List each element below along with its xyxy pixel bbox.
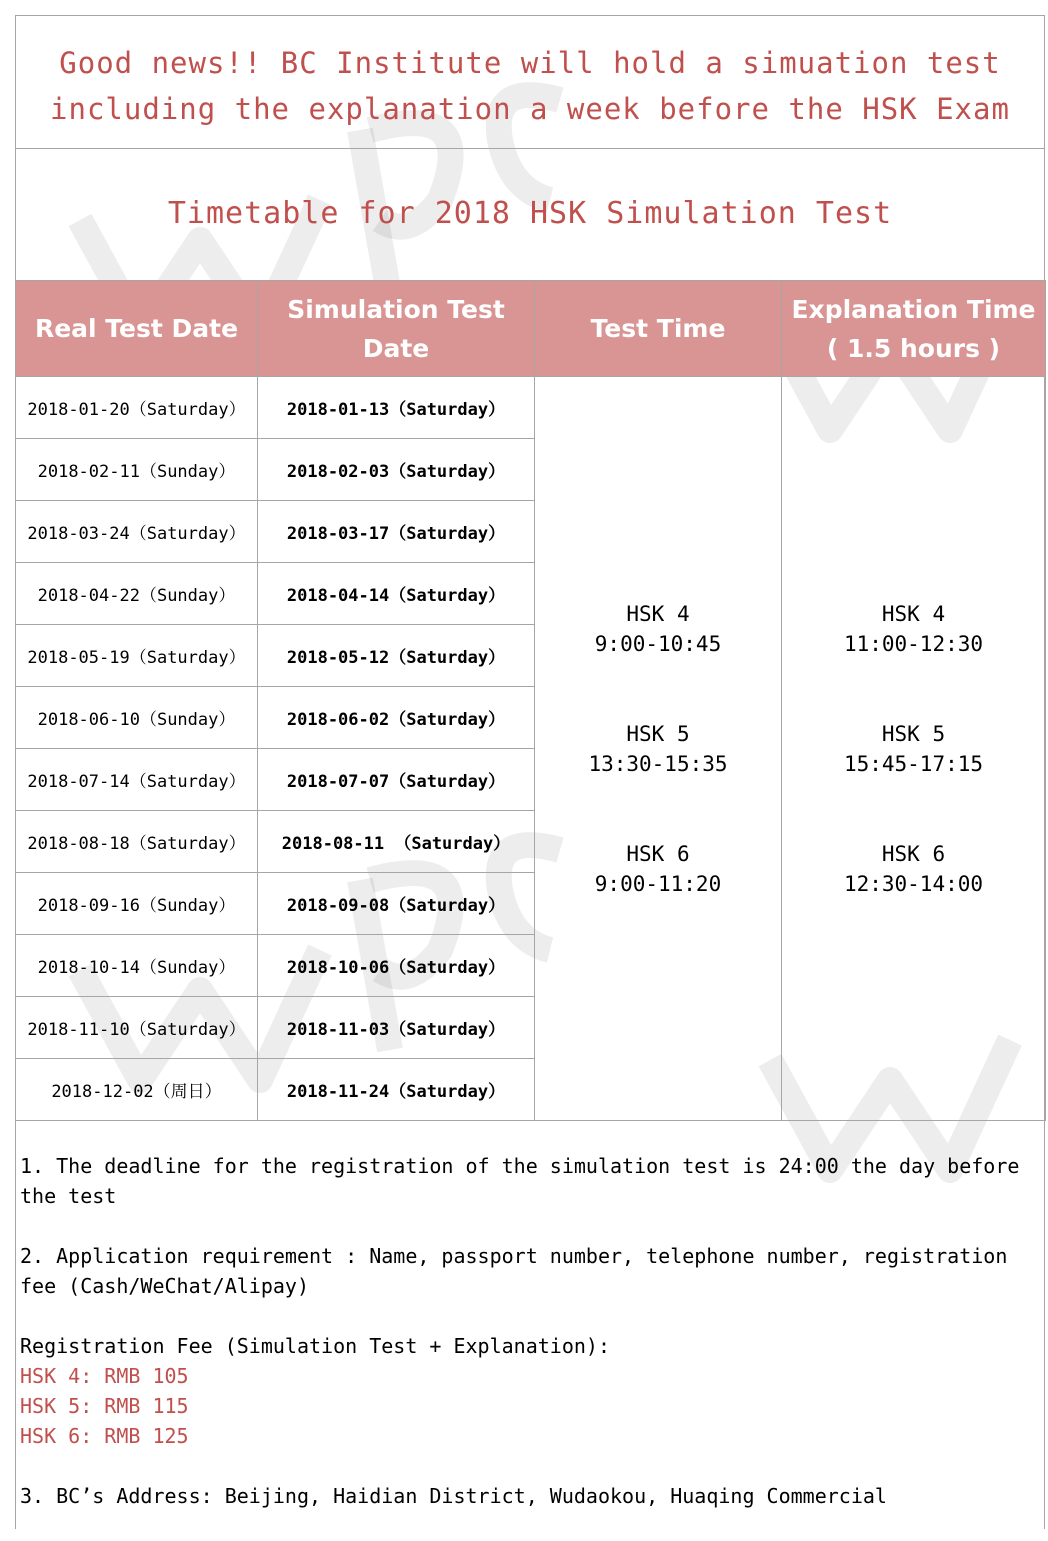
explanation-range: 11:00-12:30 bbox=[843, 631, 984, 656]
test-time-cell bbox=[535, 377, 782, 1121]
real-test-date-cell: 2018-05-19（Saturday） bbox=[16, 625, 258, 687]
real-test-date-cell: 2018-10-14（Sunday） bbox=[16, 935, 258, 997]
fee-heading: Registration Fee (Simulation Test + Explanation): bbox=[20, 1334, 611, 1358]
fee-hsk4: HSK 4: RMB 105 bbox=[20, 1364, 189, 1388]
explanation-level: HSK 6 bbox=[881, 841, 946, 866]
title-section bbox=[16, 148, 1044, 281]
fee-hsk6: HSK 6: RMB 125 bbox=[20, 1424, 189, 1448]
table-row bbox=[16, 377, 1046, 439]
note-requirements: 2. Application requirement : Name, passport number, telephone number, registration fee (Cash/WeChat/Alipay) bbox=[20, 1244, 1008, 1298]
simulation-date-cell: 2018-11-03（Saturday） bbox=[258, 997, 535, 1059]
simulation-date-cell: 2018-09-08（Saturday） bbox=[258, 873, 535, 935]
explanation-level: HSK 5 bbox=[881, 721, 946, 746]
explanation-time-cell bbox=[782, 377, 1046, 1121]
test-time-range: 9:00-11:20 bbox=[594, 871, 722, 896]
test-time-slot-hsk4 bbox=[535, 599, 781, 659]
simulation-date-cell: 2018-05-12（Saturday） bbox=[258, 625, 535, 687]
test-time-level: HSK 5 bbox=[626, 721, 690, 746]
real-test-date-cell: 2018-09-16（Sunday） bbox=[16, 873, 258, 935]
note-address: 3. BC’s Address: Beijing, Haidian District, Wudaokou, Huaqing Commercial bbox=[20, 1484, 887, 1508]
simulation-date-cell: 2018-08-11 （Saturday） bbox=[258, 811, 535, 873]
test-time-slot-hsk5 bbox=[535, 719, 781, 779]
real-test-date-cell: 2018-11-10（Saturday） bbox=[16, 997, 258, 1059]
real-test-date-cell: 2018-04-22（Sunday） bbox=[16, 563, 258, 625]
explanation-slot-hsk4 bbox=[782, 599, 1045, 659]
explanation-range: 15:45-17:15 bbox=[843, 751, 984, 776]
announcement-banner bbox=[16, 16, 1044, 149]
header-real-test-date: Real Test Date bbox=[16, 281, 258, 377]
header-test-time: Test Time bbox=[535, 281, 782, 377]
test-time-range: 13:30-15:35 bbox=[588, 751, 728, 776]
simulation-date-cell: 2018-07-07（Saturday） bbox=[258, 749, 535, 811]
header-explanation-time bbox=[782, 281, 1046, 377]
registration-notes bbox=[20, 1151, 1040, 1541]
header-simulation-test-date: Simulation Test Date bbox=[258, 281, 535, 377]
announcement-text bbox=[16, 40, 1044, 132]
simulation-date-cell: 2018-02-03（Saturday） bbox=[258, 439, 535, 501]
header-explanation-line-2: ( 1.5 hours ) bbox=[826, 333, 1001, 363]
explanation-slot-hsk5 bbox=[782, 719, 1045, 779]
test-time-slot-hsk6 bbox=[535, 839, 781, 899]
real-test-date-cell: 2018-12-02（周日） bbox=[16, 1059, 258, 1121]
real-test-date-cell: 2018-01-20（Saturday） bbox=[16, 377, 258, 439]
simulation-date-cell: 2018-10-06（Saturday） bbox=[258, 935, 535, 997]
page-title: Timetable for 2018 HSK Simulation Test bbox=[167, 196, 893, 231]
real-test-date-cell: 2018-03-24（Saturday） bbox=[16, 501, 258, 563]
fee-hsk5: HSK 5: RMB 115 bbox=[20, 1394, 189, 1418]
header-explanation-line-1: Explanation Time bbox=[791, 294, 1036, 324]
timetable bbox=[15, 280, 1046, 1121]
explanation-level: HSK 4 bbox=[881, 601, 946, 626]
simulation-date-cell: 2018-03-17（Saturday） bbox=[258, 501, 535, 563]
announcement-line-1: Good news!! BC Institute will hold a simuation test bbox=[59, 46, 1001, 80]
real-test-date-cell: 2018-07-14（Saturday） bbox=[16, 749, 258, 811]
fee-block bbox=[20, 1331, 1040, 1451]
test-time-level: HSK 4 bbox=[626, 601, 690, 626]
announcement-line-2: including the explanation a week before the HSK Exam bbox=[50, 92, 1010, 126]
test-time-level: HSK 6 bbox=[626, 841, 690, 866]
explanation-range: 12:30-14:00 bbox=[843, 871, 984, 896]
note-deadline: 1. The deadline for the registration of the simulation test is 24:00 the day before the test bbox=[20, 1154, 1020, 1208]
document-page bbox=[15, 15, 1045, 1529]
simulation-date-cell: 2018-01-13（Saturday） bbox=[258, 377, 535, 439]
explanation-slot-hsk6 bbox=[782, 839, 1045, 899]
real-test-date-cell: 2018-02-11（Sunday） bbox=[16, 439, 258, 501]
real-test-date-cell: 2018-06-10（Sunday） bbox=[16, 687, 258, 749]
simulation-date-cell: 2018-06-02（Saturday） bbox=[258, 687, 535, 749]
real-test-date-cell: 2018-08-18（Saturday） bbox=[16, 811, 258, 873]
test-time-range: 9:00-10:45 bbox=[594, 631, 722, 656]
simulation-date-cell: 2018-04-14（Saturday） bbox=[258, 563, 535, 625]
timetable-header-row bbox=[16, 281, 1046, 377]
simulation-date-cell: 2018-11-24（Saturday） bbox=[258, 1059, 535, 1121]
